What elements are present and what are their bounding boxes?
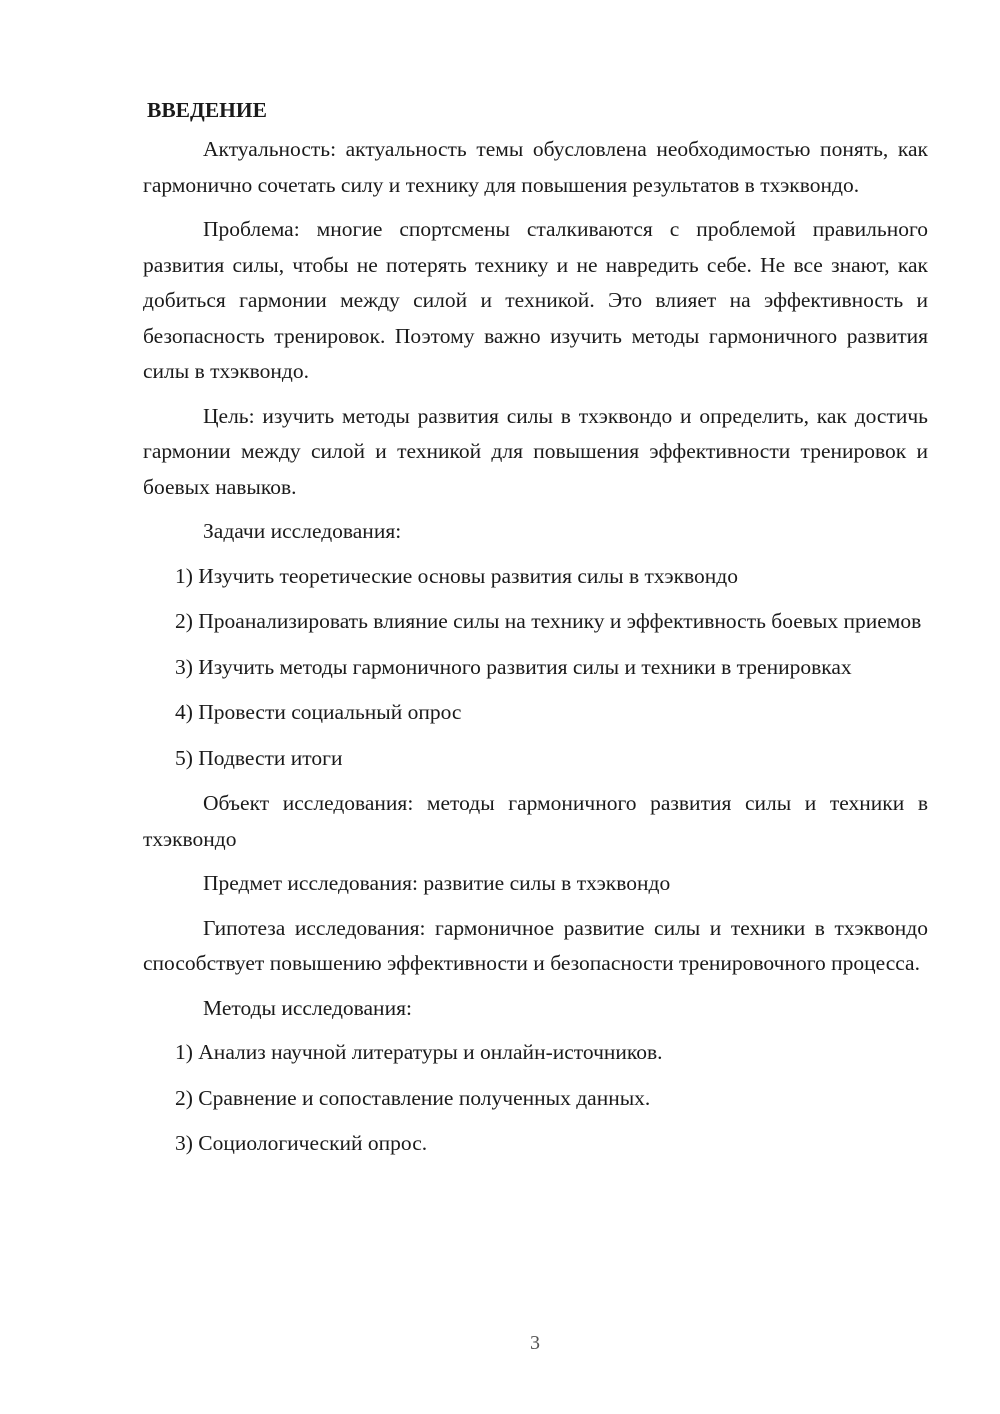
method-item: 1) Анализ научной литературы и онлайн-источников. xyxy=(175,1040,663,1064)
task-item: 3) Изучить методы гармоничного развития силы и техники в тренировках xyxy=(175,654,852,679)
task-item: 1) Изучить теоретические основы развития силы в тхэквондо xyxy=(175,563,738,588)
method-item: 2) Сравнение и сопоставление полученных данных. xyxy=(175,1085,651,1110)
problem-paragraph: Проблема: многие спортсмены сталкиваются с проблемой правильного развития силы, чтобы не потерять технику и не навредить себе. Не все знают, как добиться гармонии между силой и техникой. Это влияет на эффективность и безопасность тренировок. Поэтому важно изучить методы гармоничного развития силы в тхэквондо. xyxy=(143,217,928,383)
page-number: 3 xyxy=(530,1332,540,1354)
subject-paragraph: Предмет исследования: развитие силы в тхэквондо xyxy=(203,871,671,895)
task-item: 4) Провести социальный опрос xyxy=(175,700,462,724)
tasks-heading: Задачи исследования: xyxy=(203,519,402,543)
hypothesis-paragraph: Гипотеза исследования: гармоничное развитие силы и техники в тхэквондо способствует повышению эффективности и безопасности тренировочного процесса. xyxy=(143,915,928,975)
goal-paragraph: Цель: изучить методы развития силы в тхэквондо и определить, как достичь гармонии между силой и техникой для повышения эффективности тренировок и боевых навыков. xyxy=(143,403,928,499)
methods-heading: Методы исследования: xyxy=(203,995,412,1020)
task-item: 5) Подвести итоги xyxy=(175,745,343,770)
relevance-paragraph: Актуальность: актуальность темы обусловлена необходимостью понять, как гармонично сочетать силу и технику для повышения результатов в тхэквондо. xyxy=(143,137,928,197)
section-title: ВВЕДЕНИЕ xyxy=(147,98,267,122)
method-item: 3) Социологический опрос. xyxy=(175,1131,428,1155)
object-paragraph: Объект исследования: методы гармоничного развития силы и техники в тхэквондо xyxy=(143,791,928,851)
task-item: 2) Проанализировать влияние силы на технику и эффективность боевых приемов xyxy=(175,609,922,633)
document-page xyxy=(143,92,928,1172)
